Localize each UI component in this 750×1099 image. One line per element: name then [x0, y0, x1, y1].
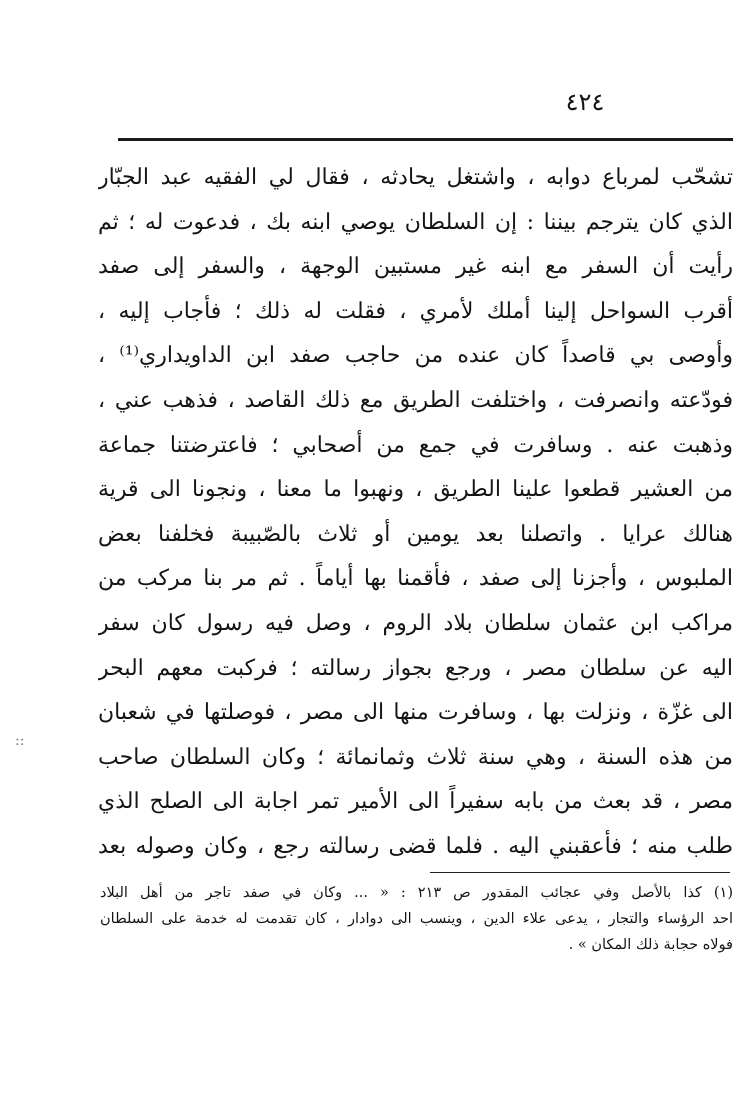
footnote-line: (١) كذا بالأصل وفي عجائب المقدور ص ٢١٣ : « ... وكان في صفد تاجر من أهل البلاد [100, 885, 733, 901]
header-rule [118, 138, 733, 141]
body-line: رأيت أن السفر مع ابنه غير مستبين الوجهة ، والسفر إلى صفد [98, 254, 733, 280]
body-line: الى غزّة ، ونزلت بها ، وسافرت منها الى مصر ، فوصلتها في شعبان [98, 700, 733, 726]
body-line: اليه عن سلطان مصر ، ورجع بجواز رسالته ؛ فركبت معهم البحر [98, 655, 733, 681]
body-line: طلب منه ؛ فأعقبني اليه . فلما قضى رسالته رجع ، وكان وصوله بعد [98, 833, 733, 859]
footnote-separator [430, 872, 730, 873]
body-line: الذي كان يترجم بيننا : إن السلطان يوصي ابنه بك ، فدعوت له ؛ ثم [98, 209, 733, 235]
body-line: أقرب السواحل إلينا أملك لأمري ، فقلت له ذلك ؛ فأجاب إليه ، [98, 298, 733, 324]
body-text [98, 156, 733, 870]
margin-mark: :: [15, 733, 25, 749]
body-line: فودّعته وانصرفت ، واختلفت الطريق مع ذلك القاصد ، فذهب عني ، [98, 387, 733, 413]
body-line: تشحّب لمرباع دوابه ، واشتغل يحادثه ، فقال لي الفقيه عبد الجبّار [98, 165, 733, 190]
body-line: الملبوس ، وأجزنا إلى صفد ، فأقمنا بها أياماً . ثم مر بنا مركب من [98, 566, 733, 592]
footnote-line: احد الرؤساء والتجار ، يدعى علاء الدين ، وينسب الى دوادار ، كان تقدمت له خدمة على السلطان [100, 911, 733, 927]
body-line: وذهبت عنه . وسافرت في جمع من أصحابي ؛ فاعترضتنا جماعة [98, 432, 733, 458]
body-line: هنالك عرايا . واتصلنا بعد يومين أو ثلاث بالصّبيبة فخلفنا بعض [98, 521, 733, 547]
page-number: ٤٢٤ [565, 88, 605, 116]
footnotes [100, 880, 733, 958]
body-line: من هذه السنة ، وهي سنة ثلاث وثمانمائة ؛ وكان السلطان صاحب [98, 744, 733, 770]
body-line: مصر ، قد بعث من بابه سفيراً الى الأمير تمر اجابة الى الصلح الذي [98, 789, 733, 815]
body-line: وأوصى بي قاصداً كان عنده من حاجب صفد ابن الداويداري⁽¹⁾ ، [98, 343, 733, 369]
body-line: مراكب ابن عثمان سلطان بلاد الروم ، وصل فيه رسول كان سفر [98, 610, 733, 636]
body-line: من العشير قطعوا علينا الطريق ، ونهبوا ما معنا ، ونجونا الى قرية [98, 477, 733, 503]
footnote-line: فولاه حجابة ذلك المكان » . [568, 937, 733, 953]
